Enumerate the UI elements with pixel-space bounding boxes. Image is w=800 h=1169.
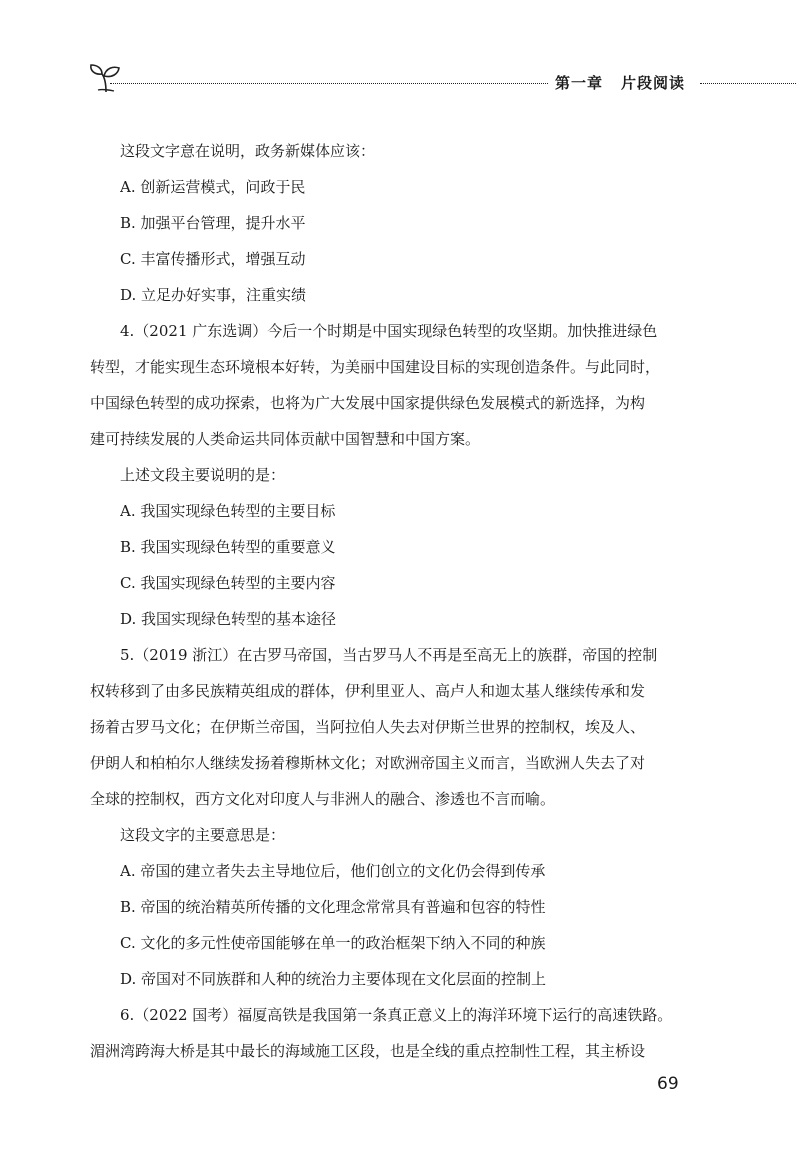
running-header (88, 62, 708, 102)
question-5-line: 扬着古罗马文化；在伊斯兰帝国，当阿拉伯人失去对伊斯兰世界的控制权，埃及人、 (90, 718, 646, 736)
question-4-line: 4.（2021 广东选调）今后一个时期是中国实现绿色转型的攻坚期。加快推进绿色 (120, 322, 658, 340)
question-5-line: 权转移到了由多民族精英组成的群体，伊利里亚人、高卢人和迦太基人继续传承和发 (90, 682, 646, 700)
page-number: 69 (657, 1074, 679, 1094)
option-c: C. 我国实现绿色转型的主要内容 (120, 574, 336, 592)
option-d: D. 帝国对不同族群和人种的统治力主要体现在文化层面的控制上 (120, 970, 547, 988)
question-stem: 这段文字意在说明，政务新媒体应该： (120, 142, 376, 160)
question-5-line: 全球的控制权，西方文化对印度人与非洲人的融合、渗透也不言而喻。 (90, 790, 556, 808)
header-rule-right (700, 83, 796, 84)
option-a: A. 创新运营模式，问政于民 (120, 178, 306, 196)
option-b: B. 加强平台管理，提升水平 (120, 214, 306, 232)
question-6-line: 湄洲湾跨海大桥是其中最长的海域施工区段，也是全线的重点控制性工程，其主桥设 (90, 1042, 646, 1060)
option-c: C. 文化的多元性使帝国能够在单一的政治框架下纳入不同的种族 (120, 934, 546, 952)
option-a: A. 我国实现绿色转型的主要目标 (120, 502, 336, 520)
option-d: D. 我国实现绿色转型的基本途径 (120, 610, 337, 628)
option-d: D. 立足办好实事，注重实绩 (120, 286, 307, 304)
question-5-line: 5.（2019 浙江）在古罗马帝国，当古罗马人不再是至高无上的族群，帝国的控制 (120, 646, 658, 664)
question-5-line: 伊朗人和柏柏尔人继续发扬着穆斯林文化；对欧洲帝国主义而言，当欧洲人失去了对 (90, 754, 646, 772)
question-4-line: 转型，才能实现生态环境根本好转，为美丽中国建设目标的实现创造条件。与此同时， (90, 358, 661, 376)
question-stem: 上述文段主要说明的是： (120, 466, 286, 484)
option-a: A. 帝国的建立者失去主导地位后，他们创立的文化仍会得到传承 (120, 862, 546, 880)
option-b: B. 我国实现绿色转型的重要意义 (120, 538, 336, 556)
chapter-number: 第一章 (555, 74, 604, 92)
chapter-title (549, 72, 691, 93)
section-title: 片段阅读 (621, 74, 686, 92)
option-b: B. 帝国的统治精英所传播的文化理念常常具有普遍和包容的特性 (120, 898, 546, 916)
question-stem: 这段文字的主要意思是： (120, 826, 286, 844)
question-4-line: 建可持续发展的人类命运共同体贡献中国智慧和中国方案。 (90, 430, 481, 448)
question-4-line: 中国绿色转型的成功探索，也将为广大发展中国家提供绿色发展模式的新选择，为构 (90, 394, 646, 412)
question-6-line: 6.（2022 国考）福厦高铁是我国第一条真正意义上的海洋环境下运行的高速铁路。 (120, 1006, 673, 1024)
sprout-icon (88, 62, 128, 98)
option-c: C. 丰富传播形式，增强互动 (120, 250, 306, 268)
page-body (90, 133, 692, 1069)
